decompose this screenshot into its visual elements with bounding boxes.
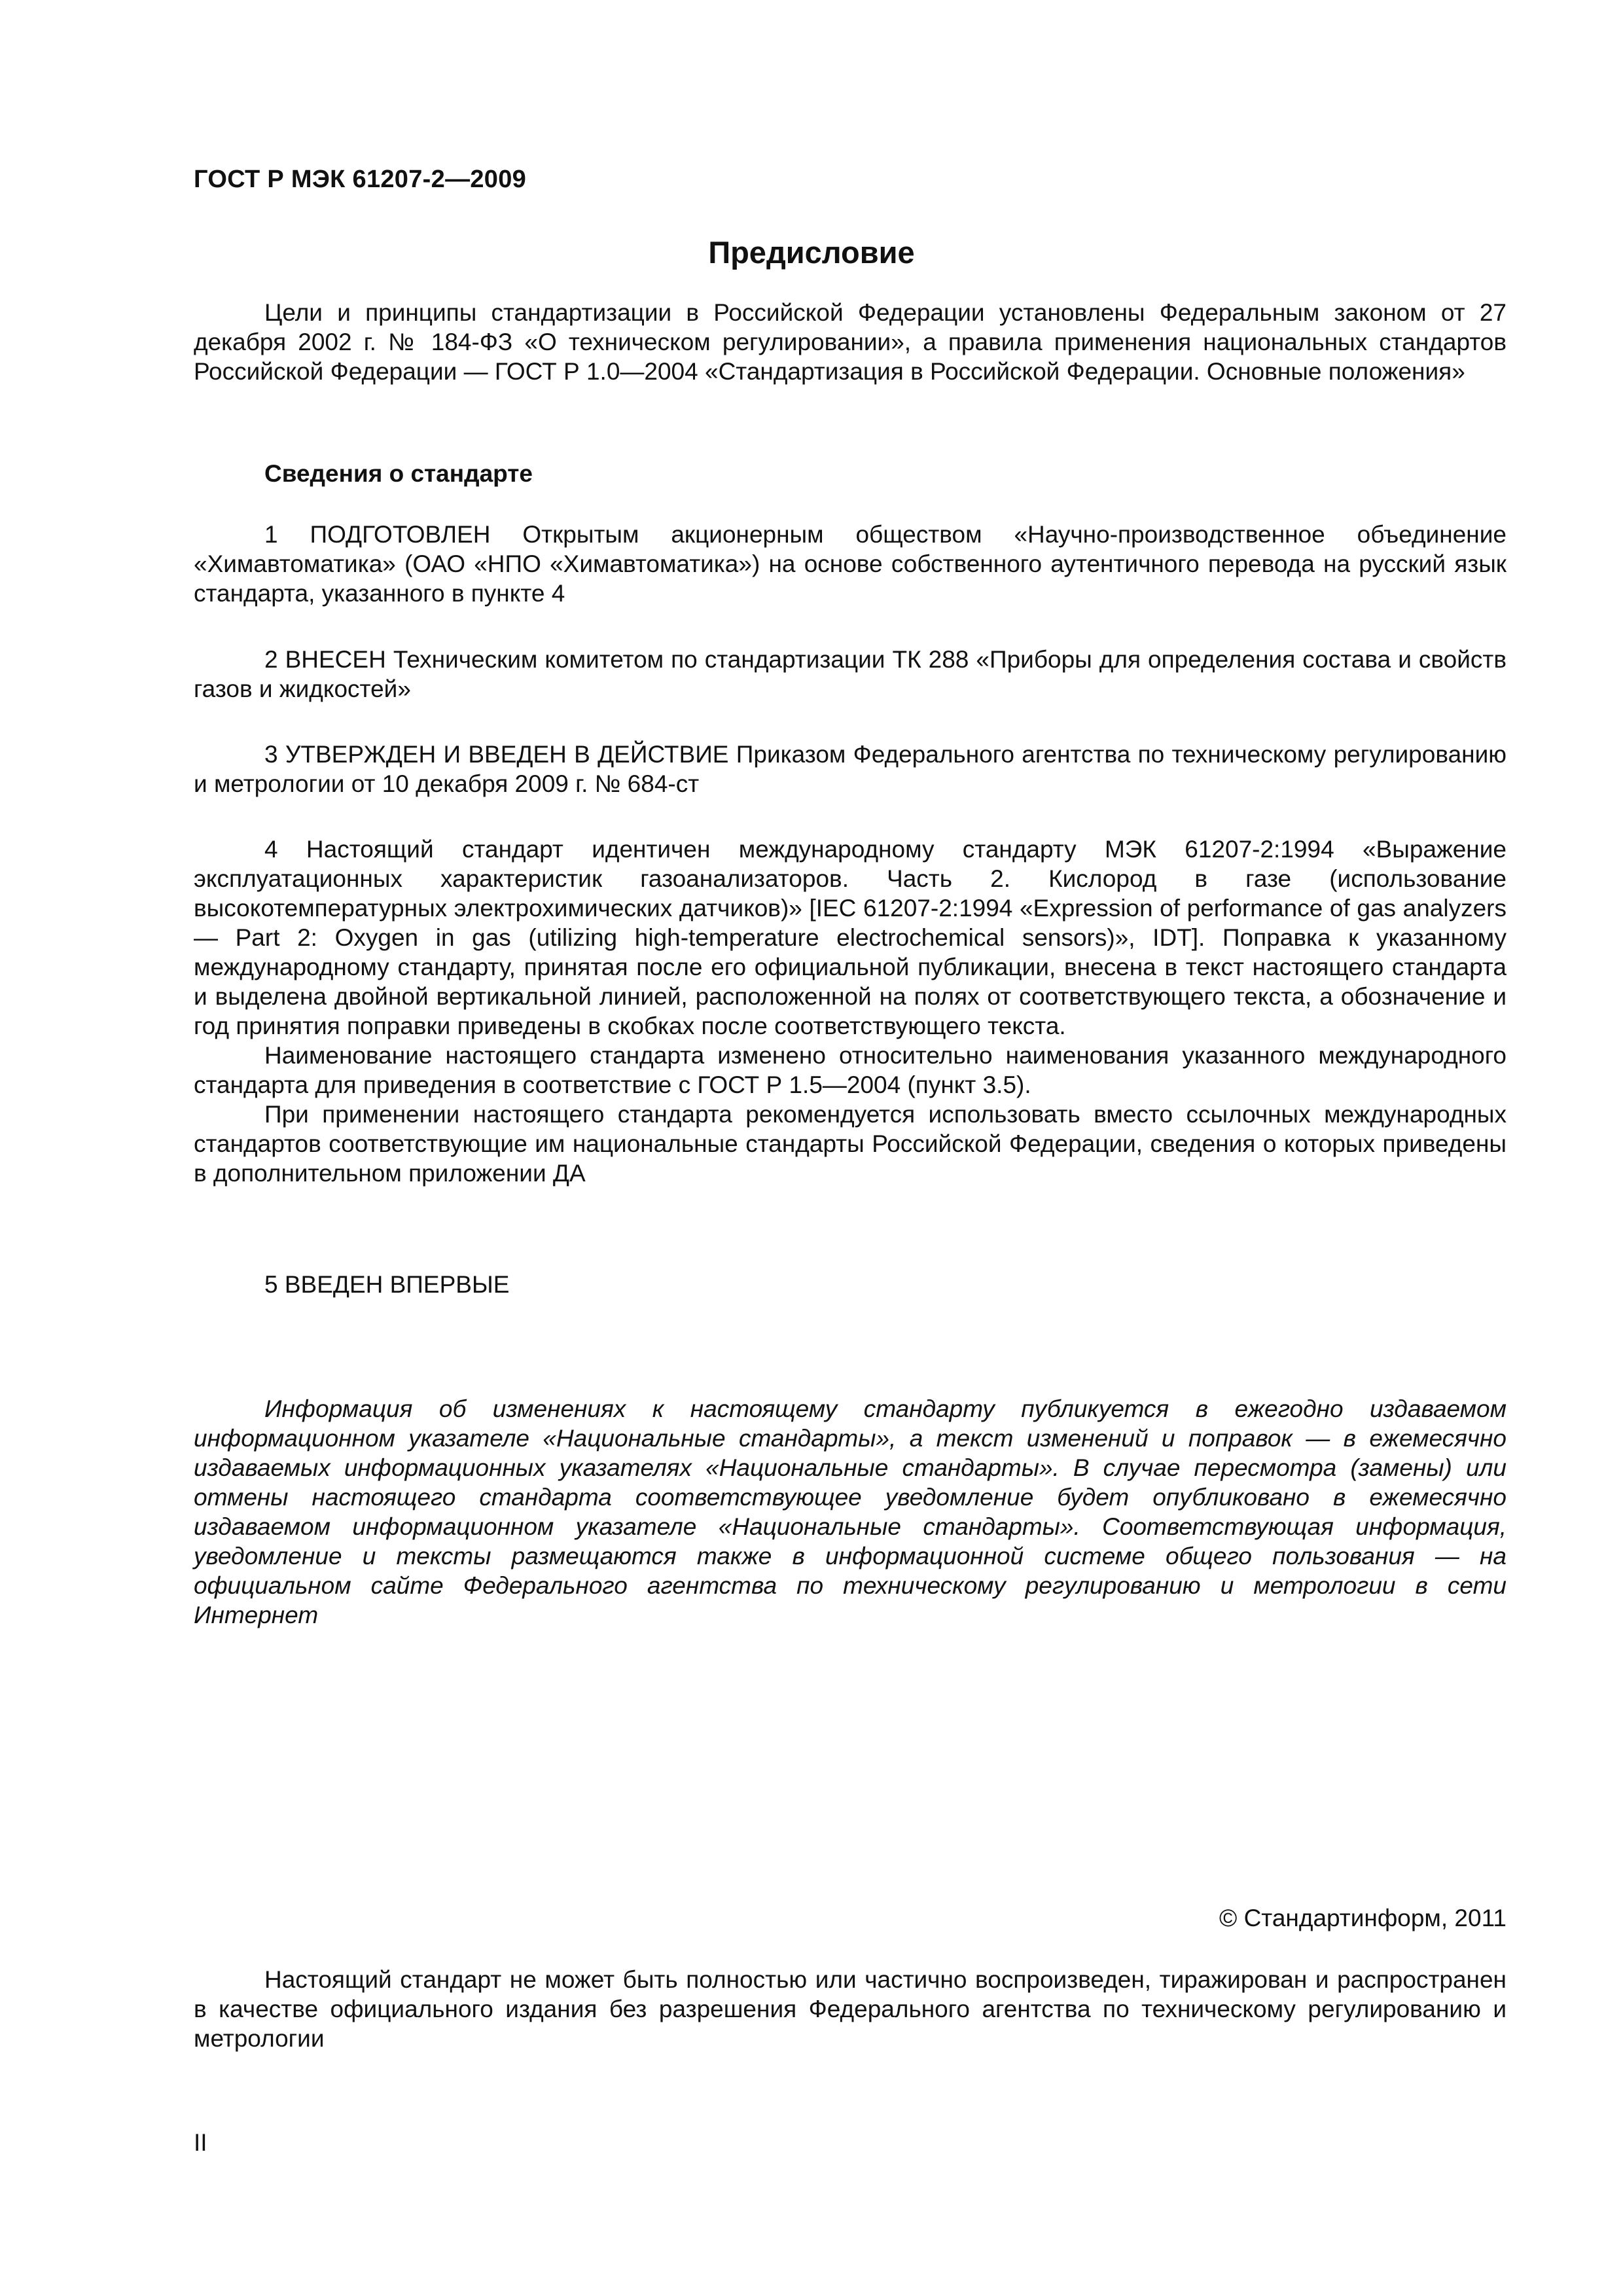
item-5-paragraph: 5 ВВЕДЕН ВПЕРВЫЕ [264,1271,510,1298]
standard-info-item-3 [194,740,1507,798]
page-number: II [194,2129,207,2156]
change-info-paragraph: Информация об изменениях к настоящему стандарту публикуется в ежегодно издаваемом информационном указателе «Национальные стандарты», а текст изменений и поправок — в ежемесячно издаваемых информационных указателях «Национальные стандарты». В случае пересмотра (замены) или отмены настоящего стандарта соответствующее уведомление будет опубликовано в ежемесячно издаваемом информационном указателе «Национальные стандарты». Соответствующая информация, уведомление и тексты размещаются также в информационной системе общего пользования — на официальном сайте Федерального агентства по техническому регулированию и метрологии в сети Интернет [194,1395,1507,1628]
foreword-intro-paragraph: Цели и принципы стандартизации в Российской Федерации установлены Федеральным законом от 27 декабря 2002 г. № 184-ФЗ «О техническом регулировании», а правила применения национальных стандартов Российской Федерации — ГОСТ Р 1.0—2004 «Стандартизация в Российской Федерации. Основные положения» [194,299,1507,385]
item-1-paragraph: 1 ПОДГОТОВЛЕН Открытым акционерным обществом «Научно-производственное объединение «Химавтоматика» (ОАО «НПО «Химавтоматика») на основе собственного аутентичного перевода на русский язык стандарта, указанного в пункте 4 [194,521,1507,607]
standard-info-item-4 [194,834,1507,1188]
item-4-paragraph: 4 Настоящий стандарт идентичен международному стандарту МЭК 61207-2:1994 «Выражение эксплуатационных характеристик газоанализаторов. Часть 2. Кислород в газе (использование высокотемпературных электрохимических датчиков)» [IEC 61207-2:1994 «Expression of performance of gas analyzers — Part 2: Oxygen in gas (utilizing high-temperature electrochemical sensors)», IDT]. Поправка к указанному международному стандарту, принятая после его официальной публикации, внесена в текст настоящего стандарта и выделена двойной вертикальной линией, расположенной на полях от соответствующего текста, а обозначение и год принятия поправки приведены в скобках после соответствующего текста. [194,836,1507,1039]
copyright-notice: © Стандартинформ, 2011 [1219,1905,1507,1931]
standard-info-item-1 [194,520,1507,608]
standard-info-item-2 [194,645,1507,704]
item-4-paragraph-2: Наименование настоящего стандарта изменено относительно наименования указанного международного стандарта для приведения в соответствие с ГОСТ Р 1.5—2004 (пункт 3.5). [194,1042,1507,1098]
reproduction-notice [194,1965,1507,2053]
change-info-notice [194,1394,1507,1630]
standard-code-header: ГОСТ Р МЭК 61207-2—2009 [194,166,527,193]
foreword-title: Предисловие [708,235,915,270]
reproduction-notice-paragraph: Настоящий стандарт не может быть полностью или частично воспроизведен, тиражирован и распространен в качестве официального издания без разрешения Федерального агентства по техническому регулированию и метрологии [194,1966,1507,2052]
standard-info-item-5 [194,1270,1507,1299]
item-2-paragraph: 2 ВНЕСЕН Техническим комитетом по стандартизации ТК 288 «Приборы для определения состава и свойств газов и жидкостей» [194,646,1507,702]
standard-info-heading: Сведения о стандарте [264,460,533,487]
item-3-paragraph: 3 УТВЕРЖДЕН И ВВЕДЕН В ДЕЙСТВИЕ Приказом Федерального агентства по техническому регулированию и метрологии от 10 декабря 2009 г. № 684-ст [194,741,1507,797]
foreword-intro [194,298,1507,386]
item-4-paragraph-3: При применении настоящего стандарта рекомендуется использовать вместо ссылочных международных стандартов соответствующие им национальные стандарты Российской Федерации, сведения о которых приведены в дополнительном приложении ДА [194,1101,1507,1187]
